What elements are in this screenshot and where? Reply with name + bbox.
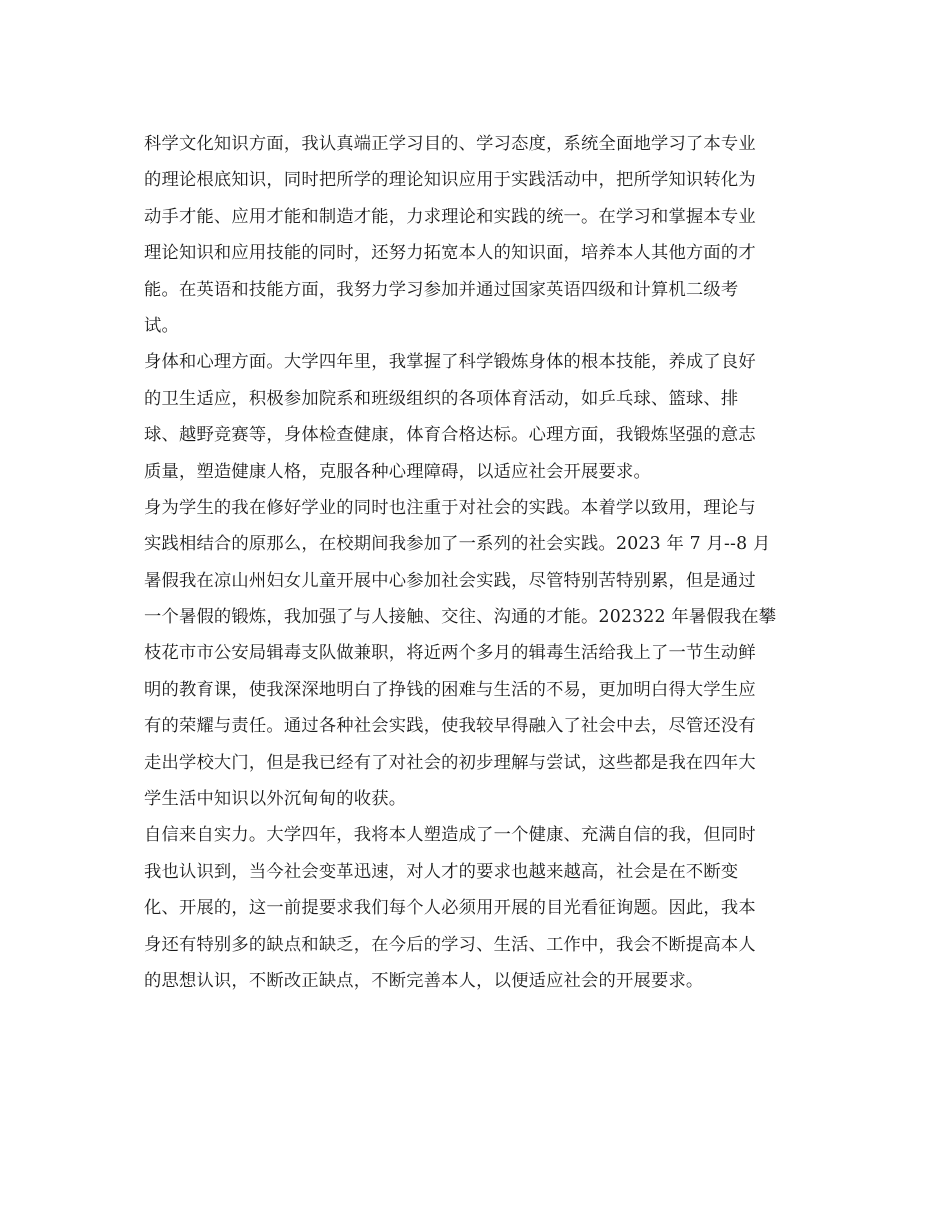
paragraph-physical-mental: [144, 344, 804, 490]
text-line: 试。: [144, 315, 179, 336]
text-line: 暑假我在凉山州妇女儿童开展中心参加社会实践，尽管特别苦特别累，但是通过: [144, 570, 756, 591]
text-line: 有的荣耀与责任。通过各种社会实践，使我较早得融入了社会中去，尽管还没有: [144, 716, 756, 737]
text-line: 学生活中知识以外沉甸甸的收获。: [144, 789, 407, 810]
text-line: 质量，塑造健康人格，克服各种心理障碍，以适应社会开展要求。: [144, 461, 651, 482]
text-line: 身还有特别多的缺点和缺乏，在今后的学习、生活、工作中，我会不断提高本人: [144, 934, 756, 955]
text-line: 自信来自实力。大学四年，我将本人塑造成了一个健康、充满自信的我，但同时: [144, 825, 756, 846]
paragraph-self-confidence: [144, 817, 804, 999]
paragraph-academic: [144, 126, 804, 344]
text-line: 身体和心理方面。大学四年里，我掌握了科学锻炼身体的根本技能，养成了良好: [144, 352, 756, 373]
text-line: 化、开展的，这一前提要求我们每个人必须用开展的目光看征询题。因此，我本: [144, 898, 756, 919]
text-line: 一个暑假的锻炼，我加强了与人接触、交往、沟通的才能。202322 年暑假我在攀: [144, 607, 777, 628]
text-line: 我也认识到，当今社会变革迅速，对人才的要求也越来越高，社会是在不断变: [144, 861, 739, 882]
paragraph-social-practice: [144, 490, 804, 818]
text-line: 走出学校大门，但是我已经有了对社会的初步理解与尝试，这些都是我在四年大: [144, 752, 756, 773]
text-line: 实践相结合的原那么，在校期间我参加了一系列的社会实践。2023 年 7 月--8 月: [144, 534, 771, 555]
text-line: 的卫生适应，积极参加院系和班级组织的各项体育活动，如乒乓球、篮球、排: [144, 388, 739, 409]
text-line: 枝花市市公安局辑毒支队做兼职，将近两个多月的辑毒生活给我上了一节生动鲜: [144, 643, 756, 664]
document-body: [144, 126, 804, 999]
text-line: 的理论根底知识，同时把所学的理论知识应用于实践活动中，把所学知识转化为: [144, 170, 756, 191]
text-line: 能。在英语和技能方面，我努力学习参加并通过国家英语四级和计算机二级考: [144, 279, 739, 300]
text-line: 理论知识和应用技能的同时，还努力拓宽本人的知识面，培养本人其他方面的才: [144, 243, 756, 264]
text-line: 动手才能、应用才能和制造才能，力求理论和实践的统一。在学习和掌握本专业: [144, 206, 756, 227]
text-line: 科学文化知识方面，我认真端正学习目的、学习态度，系统全面地学习了本专业: [144, 134, 756, 154]
text-line: 明的教育课，使我深深地明白了挣钱的困难与生活的不易，更加明白得大学生应: [144, 679, 756, 700]
text-line: 身为学生的我在修好学业的同时也注重于对社会的实践。本着学以致用，理论与: [144, 497, 756, 518]
text-line: 球、越野竞赛等，身体检查健康，体育合格达标。心理方面，我锻炼坚强的意志: [144, 425, 756, 446]
text-line: 的思想认识，不断改正缺点，不断完善本人，以便适应社会的开展要求。: [144, 970, 704, 991]
